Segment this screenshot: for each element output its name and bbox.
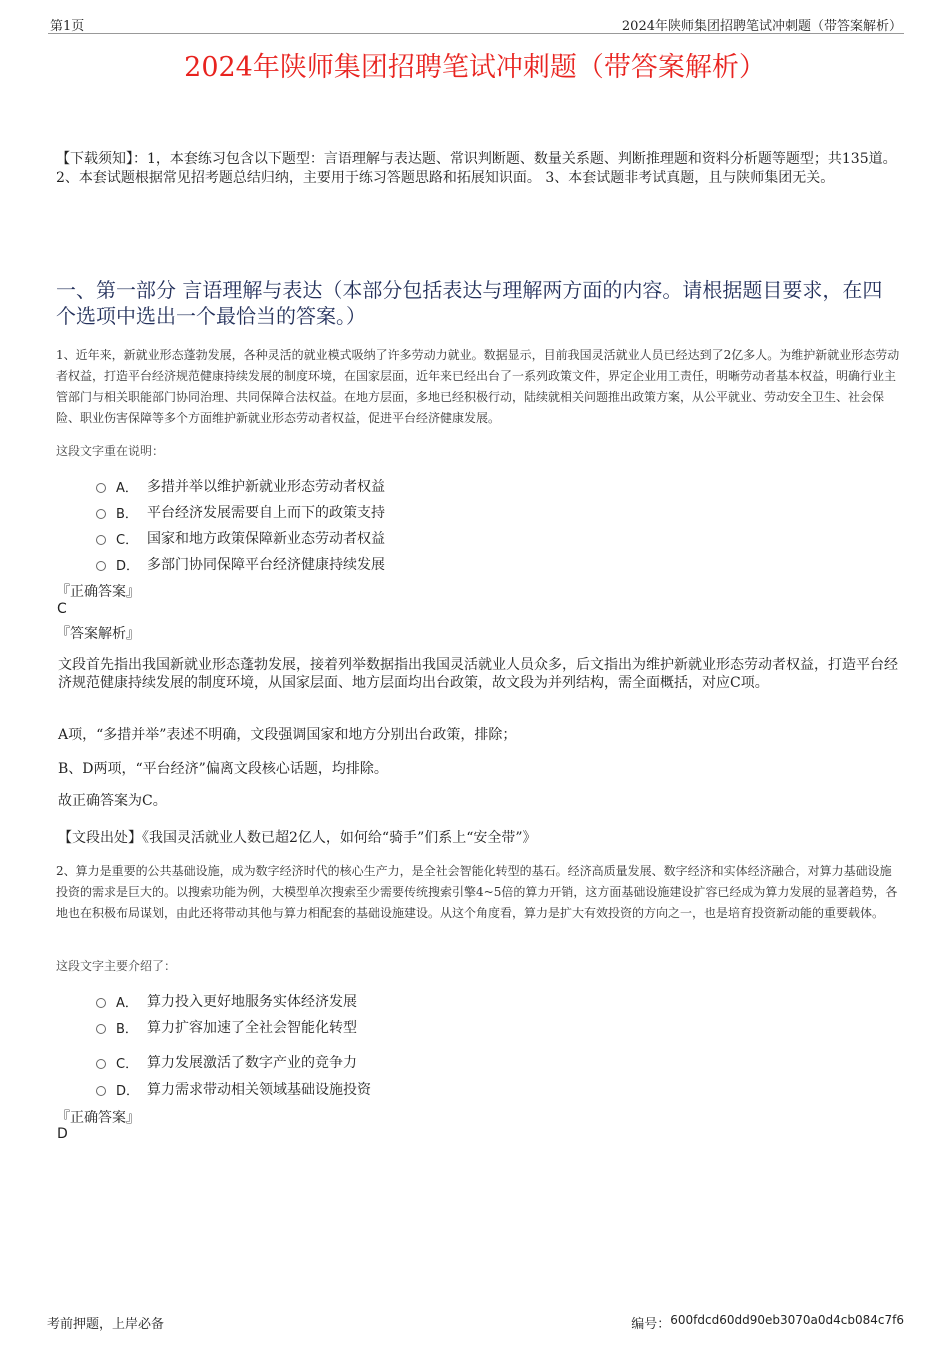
header-doc-title: 2024年陕师集团招聘笔试冲刺题（带答案解析）: [621, 19, 902, 34]
option-letter: D．: [116, 558, 140, 574]
radio-icon[interactable]: [96, 1086, 106, 1096]
radio-icon[interactable]: [96, 483, 106, 493]
option-text: 多措并举以维护新就业形态劳动者权益: [147, 479, 385, 495]
q1-analysis-para: 故正确答案为C。: [58, 793, 167, 809]
document-title: 2024年陕师集团招聘笔试冲刺题（带答案解析）: [184, 52, 766, 83]
option-text: 算力需求带动相关领域基础设施投资: [147, 1082, 371, 1098]
q2-answer-label: 『正确答案』: [56, 1110, 140, 1126]
section-heading: 一、第一部分 言语理解与表达（本部分包括表达与理解两方面的内容。请根据题目要求，在四个选项中选出一个最恰当的答案。）: [56, 278, 883, 328]
q2-option-c[interactable]: [96, 1052, 357, 1072]
option-letter: C．: [116, 1056, 139, 1072]
q1-analysis-para: B、D两项，“平台经济”偏离文段核心话题，均排除。: [58, 761, 388, 777]
radio-icon[interactable]: [96, 535, 106, 545]
option-text: 算力扩容加速了全社会智能化转型: [147, 1020, 357, 1036]
radio-icon[interactable]: [96, 561, 106, 571]
option-letter: A．: [116, 480, 138, 496]
option-letter: A．: [116, 995, 138, 1011]
q1-passage: 1、近年来，新就业形态蓬勃发展，各种灵活的就业模式吸纳了许多劳动力就业。数据显示，目前我国灵活就业人员已经达到了2亿多人。为维护新就业形态劳动者权益，打造平台经济规范健康持续发展的制度环境，在国家层面，近年来已经出台了一系列政策文件，界定企业用工责任，明晰劳动者基本权益，明确行业主管部门与相关职能部门协同治理、共同保障合法权益。在地方层面，多地已经积极行动，陆续就相关问题推出政策方案，从公平就业、劳动安全卫生、社会保险、职业伤害保障等多个方面维护新就业形态劳动者权益，促进平台经济健康发展。: [56, 348, 900, 425]
option-text: 算力投入更好地服务实体经济发展: [147, 994, 357, 1010]
page-number: 第1页: [50, 19, 85, 34]
q2-answer: D: [57, 1126, 68, 1142]
q2-option-a[interactable]: [96, 991, 357, 1011]
q1-analysis-para: A项，“多措并举”表述不明确，文段强调国家和地方分别出台政策，排除；: [58, 727, 517, 743]
radio-icon[interactable]: [96, 998, 106, 1008]
q1-option-b[interactable]: [96, 502, 385, 522]
header-divider: [48, 33, 904, 34]
q1-source: 【文段出处】《我国灵活就业人数已超2亿人，如何给“骑手”们系上“安全带”》: [58, 830, 537, 846]
footer-code: [631, 1313, 904, 1332]
option-letter: B．: [116, 506, 138, 522]
q2-option-b[interactable]: [96, 1017, 357, 1037]
footer-slogan: 考前押题，上岸必备: [47, 1317, 165, 1332]
q1-analysis-label: 『答案解析』: [56, 626, 140, 642]
q1-analysis-para: 文段首先指出我国新就业形态蓬勃发展，接着列举数据指出我国灵活就业人员众多，后文指出为维护新就业形态劳动者权益，打造平台经济规范健康持续发展的制度环境，从国家层面、地方层面均出台政策，故文段为并列结构，需全面概括，对应C项。: [58, 657, 898, 691]
download-notice: 【下载须知】：1，本套练习包含以下题型：言语理解与表达题、常识判断题、数量关系题、判断推理题和资料分析题等题型；共135道。 2、本套试题根据常见招考题总结归纳，主要用于练习答题思路和拓展知识面。 3、本套试题非考试真题，且与陕师集团无关。: [56, 151, 897, 186]
option-letter: D．: [116, 1083, 140, 1099]
q1-answer-label: 『正确答案』: [56, 584, 140, 600]
option-text: 平台经济发展需要自上而下的政策支持: [147, 505, 385, 521]
q1-option-c[interactable]: [96, 528, 385, 548]
q1-option-d[interactable]: [96, 554, 385, 574]
option-text: 多部门协同保障平台经济健康持续发展: [147, 557, 385, 573]
q1-prompt: 这段文字重在说明：: [56, 444, 165, 458]
footer-code-label: 编号：: [631, 1317, 671, 1332]
option-text: 国家和地方政策保障新业态劳动者权益: [147, 531, 385, 547]
footer-code-value: 600fdcd60dd90eb3070a0d4cb084c7f6: [670, 1313, 904, 1327]
radio-icon[interactable]: [96, 509, 106, 519]
q1-option-a[interactable]: [96, 476, 385, 496]
option-letter: C．: [116, 532, 139, 548]
q2-passage: 2、算力是重要的公共基础设施，成为数字经济时代的核心生产力，是全社会智能化转型的基石。经济高质量发展、数字经济和实体经济融合，对算力基础设施投资的需求是巨大的。以搜索功能为例，大模型单次搜索至少需要传统搜索引擎4~5倍的算力开销，这方面基础设施建设扩容已经成为算力发展的显著趋势，各地也在积极布局谋划，由此还将带动其他与算力相配套的基础设施建设。从这个角度看，算力是扩大有效投资的方向之一，也是培育投资新动能的重要载体。: [56, 864, 898, 920]
q1-answer: C: [57, 601, 67, 617]
q2-option-d[interactable]: [96, 1079, 371, 1099]
radio-icon[interactable]: [96, 1059, 106, 1069]
q2-prompt: 这段文字主要介绍了：: [56, 959, 177, 973]
option-letter: B．: [116, 1021, 138, 1037]
option-text: 算力发展激活了数字产业的竞争力: [147, 1055, 357, 1071]
radio-icon[interactable]: [96, 1024, 106, 1034]
